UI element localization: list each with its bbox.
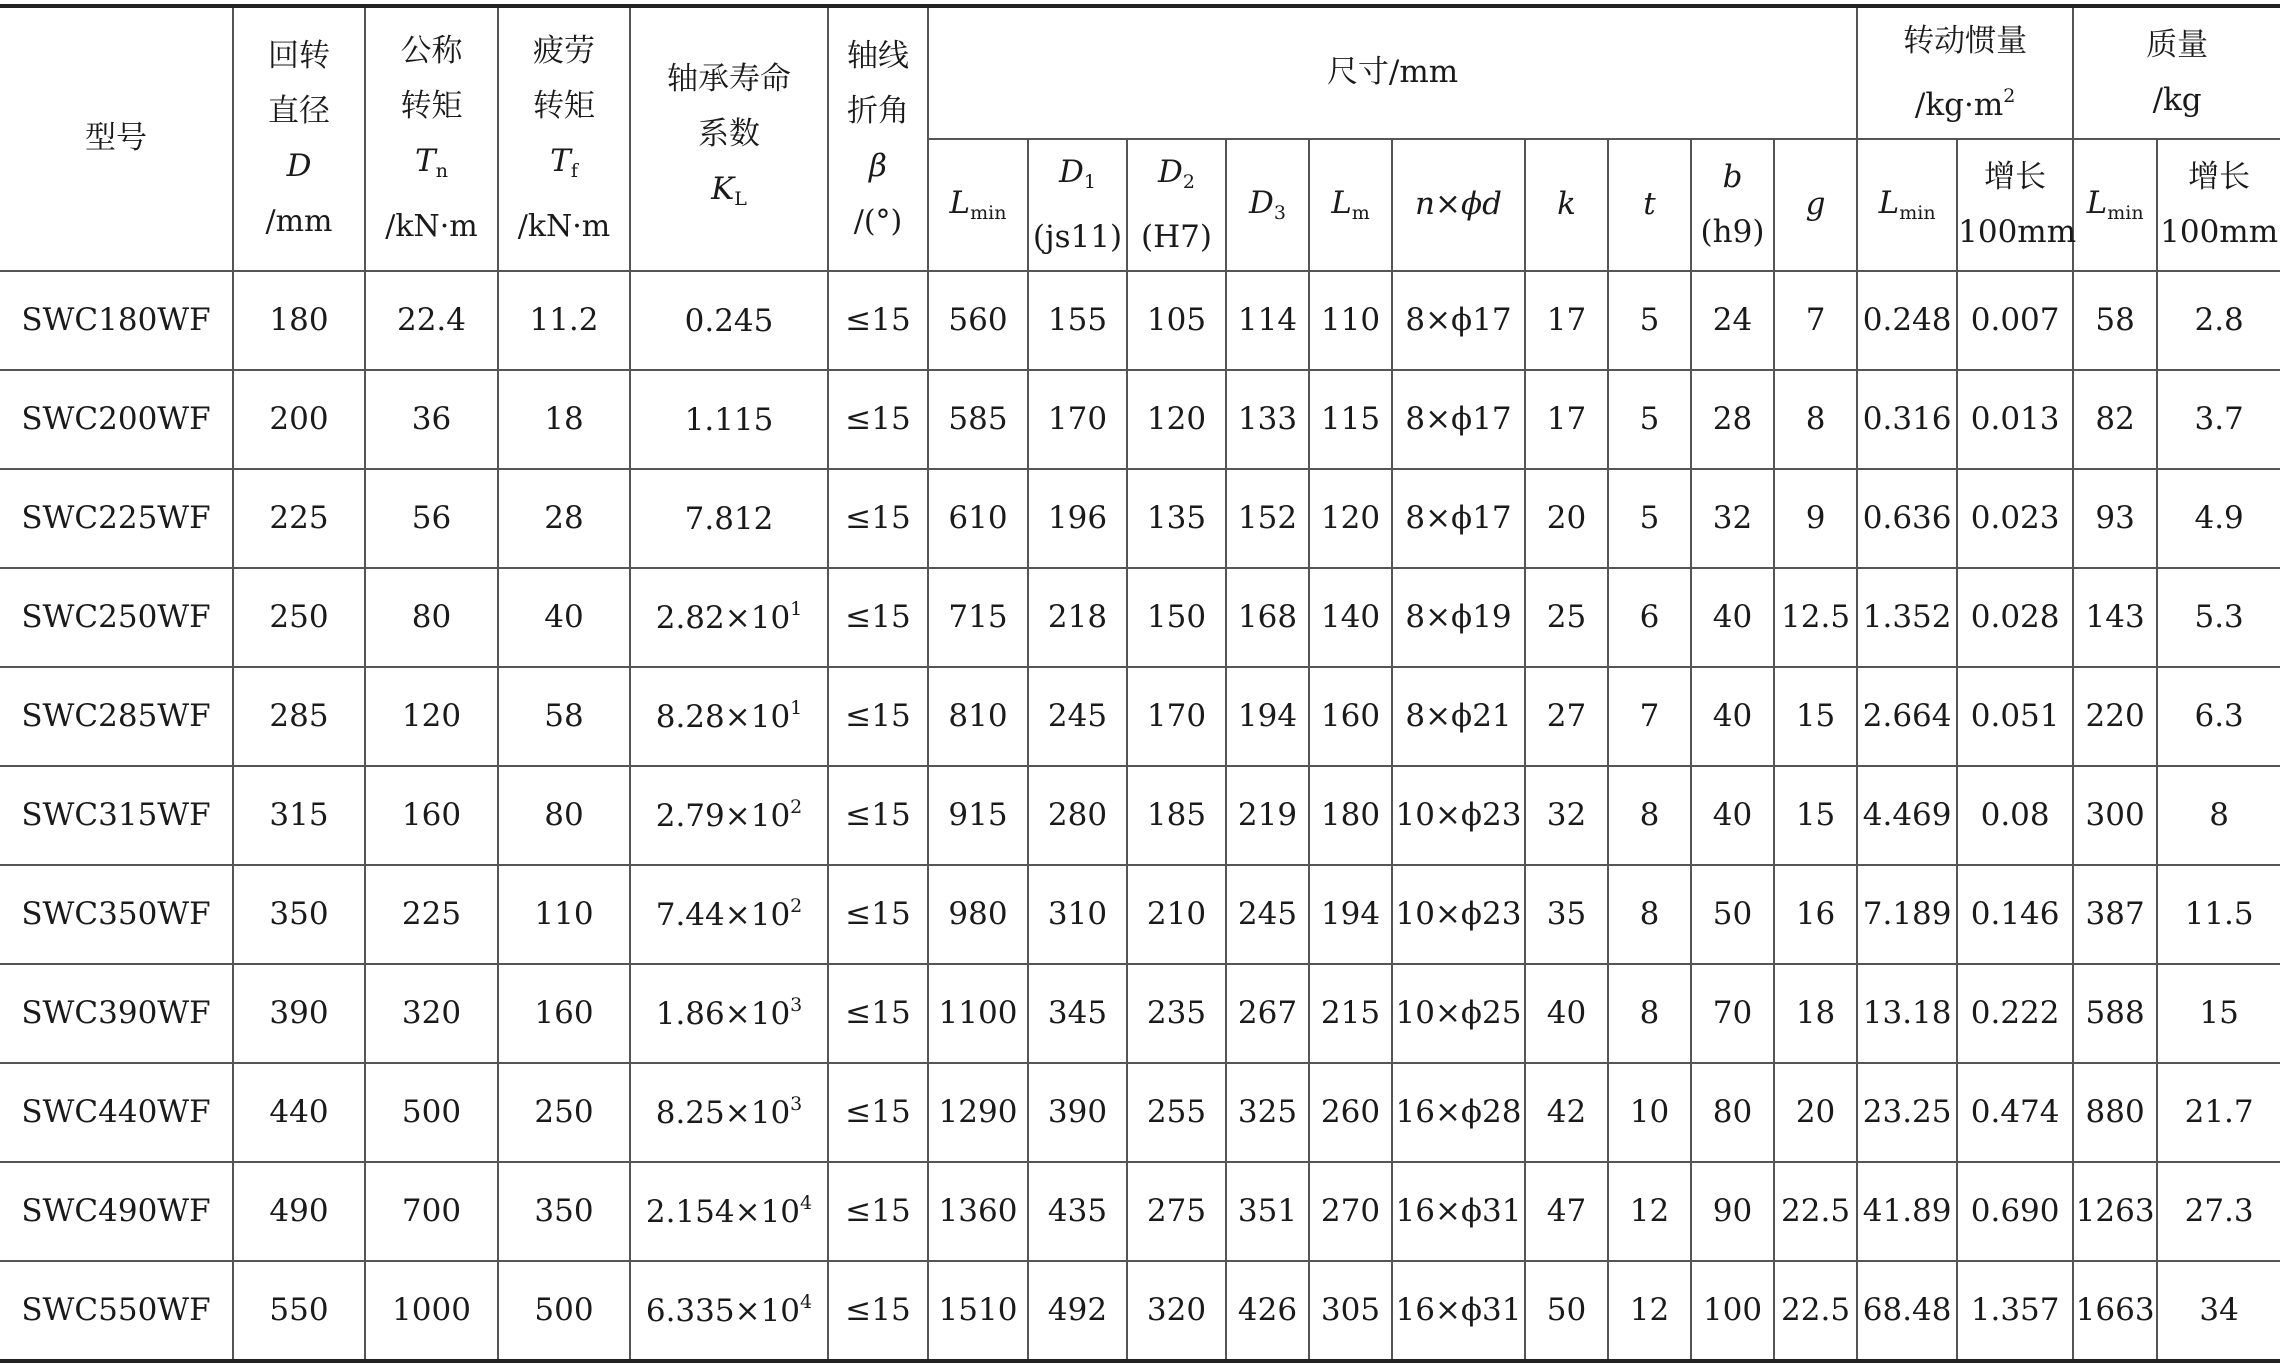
cell-tf: 350 xyxy=(498,1162,630,1261)
cell-lmin: 1290 xyxy=(928,1063,1028,1162)
cell-m-lmin: 143 xyxy=(2073,568,2157,667)
cell-d2: 120 xyxy=(1127,370,1226,469)
cell-g: 20 xyxy=(1774,1063,1857,1162)
cell-d2: 150 xyxy=(1127,568,1226,667)
cell-model: SWC490WF xyxy=(0,1162,233,1261)
cell-d1: 390 xyxy=(1028,1063,1127,1162)
cell-d3: 152 xyxy=(1226,469,1309,568)
cell-kl: $8.28\times 10^1$ xyxy=(630,667,828,766)
header-nominal-torque: 公称 转矩 $T_n$ /kN·m xyxy=(365,6,498,271)
cell-d: 350 xyxy=(233,865,365,964)
cell-tn: 1000 xyxy=(365,1261,498,1361)
header-mass-lmin: $L_{min}$ xyxy=(2073,139,2157,271)
cell-tf: 40 xyxy=(498,568,630,667)
cell-j-inc: 0.028 xyxy=(1957,568,2073,667)
cell-model: SWC285WF xyxy=(0,667,233,766)
table-row xyxy=(0,667,2280,766)
cell-g: 22.5 xyxy=(1774,1162,1857,1261)
cell-m-lmin: 588 xyxy=(2073,964,2157,1063)
cell-nd: 8×ϕ17 xyxy=(1392,469,1525,568)
cell-t: 8 xyxy=(1608,766,1691,865)
cell-j-lmin: 0.316 xyxy=(1857,370,1957,469)
cell-kl: $7.44\times 10^2$ xyxy=(630,865,828,964)
cell-m-inc: 15 xyxy=(2157,964,2280,1063)
cell-beta: ≤15 xyxy=(828,370,928,469)
cell-lm: 270 xyxy=(1309,1162,1392,1261)
cell-beta: ≤15 xyxy=(828,271,928,370)
cell-k: 40 xyxy=(1525,964,1608,1063)
cell-j-inc: 0.08 xyxy=(1957,766,2073,865)
cell-lmin: 585 xyxy=(928,370,1028,469)
cell-t: 7 xyxy=(1608,667,1691,766)
cell-d3: 245 xyxy=(1226,865,1309,964)
cell-nd: 10×ϕ23 xyxy=(1392,865,1525,964)
cell-lmin: 610 xyxy=(928,469,1028,568)
cell-j-inc: 0.474 xyxy=(1957,1063,2073,1162)
cell-b: 50 xyxy=(1691,865,1774,964)
cell-lmin: 1360 xyxy=(928,1162,1028,1261)
cell-model: SWC200WF xyxy=(0,370,233,469)
cell-j-inc: 0.690 xyxy=(1957,1162,2073,1261)
table-row xyxy=(0,766,2280,865)
cell-nd: 16×ϕ28 xyxy=(1392,1063,1525,1162)
cell-g: 22.5 xyxy=(1774,1261,1857,1361)
cell-model: SWC250WF xyxy=(0,568,233,667)
cell-model: SWC550WF xyxy=(0,1261,233,1361)
cell-j-lmin: 41.89 xyxy=(1857,1162,1957,1261)
cell-d3: 133 xyxy=(1226,370,1309,469)
cell-m-inc: 4.9 xyxy=(2157,469,2280,568)
cell-d2: 255 xyxy=(1127,1063,1226,1162)
cell-kl: $2.154\times 10^4$ xyxy=(630,1162,828,1261)
cell-d3: 168 xyxy=(1226,568,1309,667)
cell-beta: ≤15 xyxy=(828,469,928,568)
cell-j-lmin: 68.48 xyxy=(1857,1261,1957,1361)
cell-d2: 170 xyxy=(1127,667,1226,766)
cell-m-lmin: 82 xyxy=(2073,370,2157,469)
cell-lm: 215 xyxy=(1309,964,1392,1063)
cell-nd: 8×ϕ17 xyxy=(1392,271,1525,370)
cell-d: 440 xyxy=(233,1063,365,1162)
cell-tf: 18 xyxy=(498,370,630,469)
cell-tn: 320 xyxy=(365,964,498,1063)
cell-model: SWC225WF xyxy=(0,469,233,568)
cell-tf: 250 xyxy=(498,1063,630,1162)
cell-nd: 16×ϕ31 xyxy=(1392,1261,1525,1361)
cell-j-inc: 1.357 xyxy=(1957,1261,2073,1361)
cell-d3: 351 xyxy=(1226,1162,1309,1261)
cell-kl: 1.115 xyxy=(630,370,828,469)
cell-t: 6 xyxy=(1608,568,1691,667)
cell-kl: $1.86\times 10^3$ xyxy=(630,964,828,1063)
cell-kl: $6.335\times 10^4$ xyxy=(630,1261,828,1361)
cell-tf: 110 xyxy=(498,865,630,964)
cell-d: 180 xyxy=(233,271,365,370)
cell-tn: 80 xyxy=(365,568,498,667)
cell-tn: 160 xyxy=(365,766,498,865)
cell-j-lmin: 7.189 xyxy=(1857,865,1957,964)
cell-t: 10 xyxy=(1608,1063,1691,1162)
cell-k: 35 xyxy=(1525,865,1608,964)
header-dim-g: g xyxy=(1774,139,1857,271)
cell-m-lmin: 93 xyxy=(2073,469,2157,568)
cell-beta: ≤15 xyxy=(828,766,928,865)
table-row xyxy=(0,568,2280,667)
cell-kl: $8.25\times 10^3$ xyxy=(630,1063,828,1162)
header-dim-d2: $D_2$ (H7) xyxy=(1127,139,1226,271)
cell-nd: 8×ϕ21 xyxy=(1392,667,1525,766)
cell-k: 20 xyxy=(1525,469,1608,568)
cell-b: 90 xyxy=(1691,1162,1774,1261)
header-dim-d3: $D_3$ xyxy=(1226,139,1309,271)
cell-kl: $2.79\times 10^2$ xyxy=(630,766,828,865)
cell-k: 32 xyxy=(1525,766,1608,865)
cell-j-lmin: 1.352 xyxy=(1857,568,1957,667)
table-row xyxy=(0,1063,2280,1162)
cell-k: 17 xyxy=(1525,271,1608,370)
header-dimensions: 尺寸/mm xyxy=(928,6,1857,139)
cell-t: 12 xyxy=(1608,1261,1691,1361)
header-dim-lmin: $L_{min}$ xyxy=(928,139,1028,271)
cell-j-inc: 0.023 xyxy=(1957,469,2073,568)
header-dim-t: t xyxy=(1608,139,1691,271)
cell-tn: 500 xyxy=(365,1063,498,1162)
cell-m-inc: 27.3 xyxy=(2157,1162,2280,1261)
cell-j-inc: 0.007 xyxy=(1957,271,2073,370)
cell-lmin: 810 xyxy=(928,667,1028,766)
cell-beta: ≤15 xyxy=(828,568,928,667)
cell-g: 8 xyxy=(1774,370,1857,469)
header-axis-angle: 轴线 折角 β /(°) xyxy=(828,6,928,271)
header-dim-k: k xyxy=(1525,139,1608,271)
cell-g: 15 xyxy=(1774,667,1857,766)
cell-b: 80 xyxy=(1691,1063,1774,1162)
table-row xyxy=(0,1261,2280,1361)
cell-beta: ≤15 xyxy=(828,667,928,766)
cell-j-lmin: 2.664 xyxy=(1857,667,1957,766)
cell-d1: 170 xyxy=(1028,370,1127,469)
cell-lmin: 1100 xyxy=(928,964,1028,1063)
table-row xyxy=(0,964,2280,1063)
header-model: 型号 xyxy=(0,6,233,271)
cell-d1: 345 xyxy=(1028,964,1127,1063)
cell-tf: 58 xyxy=(498,667,630,766)
cell-nd: 16×ϕ31 xyxy=(1392,1162,1525,1261)
cell-tn: 22.4 xyxy=(365,271,498,370)
cell-t: 12 xyxy=(1608,1162,1691,1261)
table-body xyxy=(0,271,2280,1361)
cell-lm: 115 xyxy=(1309,370,1392,469)
cell-lmin: 1510 xyxy=(928,1261,1028,1361)
table-row xyxy=(0,469,2280,568)
cell-d3: 426 xyxy=(1226,1261,1309,1361)
cell-tf: 28 xyxy=(498,469,630,568)
cell-j-lmin: 0.636 xyxy=(1857,469,1957,568)
cell-g: 15 xyxy=(1774,766,1857,865)
cell-nd: 10×ϕ23 xyxy=(1392,766,1525,865)
cell-d3: 325 xyxy=(1226,1063,1309,1162)
cell-tf: 500 xyxy=(498,1261,630,1361)
cell-m-inc: 11.5 xyxy=(2157,865,2280,964)
cell-lmin: 560 xyxy=(928,271,1028,370)
header-dim-nd: n×ϕd xyxy=(1392,139,1525,271)
cell-t: 8 xyxy=(1608,964,1691,1063)
header-dim-d1: $D_1$ (js11) xyxy=(1028,139,1127,271)
cell-lm: 260 xyxy=(1309,1063,1392,1162)
cell-m-inc: 8 xyxy=(2157,766,2280,865)
cell-j-inc: 0.146 xyxy=(1957,865,2073,964)
table-row xyxy=(0,271,2280,370)
cell-model: SWC390WF xyxy=(0,964,233,1063)
cell-j-lmin: 4.469 xyxy=(1857,766,1957,865)
cell-g: 9 xyxy=(1774,469,1857,568)
cell-d2: 185 xyxy=(1127,766,1226,865)
cell-m-lmin: 58 xyxy=(2073,271,2157,370)
cell-b: 24 xyxy=(1691,271,1774,370)
cell-k: 25 xyxy=(1525,568,1608,667)
header-mass-growth: 增长 100mm xyxy=(2157,139,2280,271)
cell-nd: 10×ϕ25 xyxy=(1392,964,1525,1063)
cell-j-inc: 0.222 xyxy=(1957,964,2073,1063)
cell-t: 5 xyxy=(1608,271,1691,370)
header-dim-b: b (h9) xyxy=(1691,139,1774,271)
cell-nd: 8×ϕ17 xyxy=(1392,370,1525,469)
cell-d3: 194 xyxy=(1226,667,1309,766)
cell-m-inc: 6.3 xyxy=(2157,667,2280,766)
cell-k: 42 xyxy=(1525,1063,1608,1162)
cell-d: 225 xyxy=(233,469,365,568)
cell-d3: 267 xyxy=(1226,964,1309,1063)
cell-b: 28 xyxy=(1691,370,1774,469)
cell-k: 50 xyxy=(1525,1261,1608,1361)
cell-m-lmin: 1263 xyxy=(2073,1162,2157,1261)
cell-lm: 305 xyxy=(1309,1261,1392,1361)
header-diameter: 回转 直径 D /mm xyxy=(233,6,365,271)
cell-b: 40 xyxy=(1691,766,1774,865)
header-bearing-life: 轴承寿命 系数 $K_L$ xyxy=(630,6,828,271)
cell-m-inc: 34 xyxy=(2157,1261,2280,1361)
cell-m-lmin: 220 xyxy=(2073,667,2157,766)
cell-model: SWC180WF xyxy=(0,271,233,370)
cell-d2: 105 xyxy=(1127,271,1226,370)
cell-kl: 0.245 xyxy=(630,271,828,370)
cell-d: 250 xyxy=(233,568,365,667)
cell-k: 27 xyxy=(1525,667,1608,766)
cell-tf: 160 xyxy=(498,964,630,1063)
cell-g: 18 xyxy=(1774,964,1857,1063)
cell-lm: 180 xyxy=(1309,766,1392,865)
cell-tf: 80 xyxy=(498,766,630,865)
cell-lmin: 715 xyxy=(928,568,1028,667)
cell-d: 200 xyxy=(233,370,365,469)
cell-tn: 120 xyxy=(365,667,498,766)
cell-b: 32 xyxy=(1691,469,1774,568)
cell-beta: ≤15 xyxy=(828,1261,928,1361)
cell-lm: 120 xyxy=(1309,469,1392,568)
cell-m-lmin: 880 xyxy=(2073,1063,2157,1162)
header-mass: 质量 /kg xyxy=(2073,6,2280,139)
cell-d: 285 xyxy=(233,667,365,766)
cell-m-lmin: 387 xyxy=(2073,865,2157,964)
header-fatigue-torque: 疲劳 转矩 $T_f$ /kN·m xyxy=(498,6,630,271)
cell-m-lmin: 300 xyxy=(2073,766,2157,865)
cell-lm: 160 xyxy=(1309,667,1392,766)
cell-b: 40 xyxy=(1691,568,1774,667)
table-row xyxy=(0,865,2280,964)
header-inertia-growth: 增长 100mm xyxy=(1957,139,2073,271)
cell-d2: 275 xyxy=(1127,1162,1226,1261)
header-inertia-lmin: $L_{min}$ xyxy=(1857,139,1957,271)
cell-d: 550 xyxy=(233,1261,365,1361)
cell-g: 12.5 xyxy=(1774,568,1857,667)
cell-j-inc: 0.013 xyxy=(1957,370,2073,469)
cell-m-inc: 3.7 xyxy=(2157,370,2280,469)
cell-t: 5 xyxy=(1608,469,1691,568)
cell-d1: 310 xyxy=(1028,865,1127,964)
cell-d3: 219 xyxy=(1226,766,1309,865)
cell-d1: 218 xyxy=(1028,568,1127,667)
cell-d: 315 xyxy=(233,766,365,865)
cell-m-lmin: 1663 xyxy=(2073,1261,2157,1361)
cell-d1: 435 xyxy=(1028,1162,1127,1261)
cell-m-inc: 5.3 xyxy=(2157,568,2280,667)
cell-d: 490 xyxy=(233,1162,365,1261)
cell-tn: 36 xyxy=(365,370,498,469)
cell-m-inc: 2.8 xyxy=(2157,271,2280,370)
cell-nd: 8×ϕ19 xyxy=(1392,568,1525,667)
cell-model: SWC440WF xyxy=(0,1063,233,1162)
cell-lm: 110 xyxy=(1309,271,1392,370)
cell-model: SWC350WF xyxy=(0,865,233,964)
cell-beta: ≤15 xyxy=(828,964,928,1063)
cell-beta: ≤15 xyxy=(828,1162,928,1261)
header-dim-lm: $L_m$ xyxy=(1309,139,1392,271)
cell-d1: 245 xyxy=(1028,667,1127,766)
cell-t: 5 xyxy=(1608,370,1691,469)
table-header xyxy=(0,6,2280,271)
cell-d1: 196 xyxy=(1028,469,1127,568)
coupling-spec-table xyxy=(0,4,2280,1363)
cell-d: 390 xyxy=(233,964,365,1063)
table-row xyxy=(0,1162,2280,1261)
cell-t: 8 xyxy=(1608,865,1691,964)
cell-lm: 194 xyxy=(1309,865,1392,964)
cell-b: 40 xyxy=(1691,667,1774,766)
cell-beta: ≤15 xyxy=(828,865,928,964)
cell-j-lmin: 0.248 xyxy=(1857,271,1957,370)
header-inertia: 转动惯量 $/kg\cdot m^2$ xyxy=(1857,6,2073,139)
cell-k: 17 xyxy=(1525,370,1608,469)
cell-tn: 56 xyxy=(365,469,498,568)
cell-model: SWC315WF xyxy=(0,766,233,865)
cell-d1: 155 xyxy=(1028,271,1127,370)
cell-d1: 492 xyxy=(1028,1261,1127,1361)
cell-g: 7 xyxy=(1774,271,1857,370)
cell-d2: 320 xyxy=(1127,1261,1226,1361)
cell-j-inc: 0.051 xyxy=(1957,667,2073,766)
cell-beta: ≤15 xyxy=(828,1063,928,1162)
cell-j-lmin: 23.25 xyxy=(1857,1063,1957,1162)
cell-kl: 7.812 xyxy=(630,469,828,568)
cell-kl: $2.82\times 10^1$ xyxy=(630,568,828,667)
cell-lmin: 915 xyxy=(928,766,1028,865)
cell-b: 70 xyxy=(1691,964,1774,1063)
cell-lm: 140 xyxy=(1309,568,1392,667)
cell-tn: 700 xyxy=(365,1162,498,1261)
cell-d3: 114 xyxy=(1226,271,1309,370)
cell-b: 100 xyxy=(1691,1261,1774,1361)
cell-lmin: 980 xyxy=(928,865,1028,964)
cell-g: 16 xyxy=(1774,865,1857,964)
cell-d1: 280 xyxy=(1028,766,1127,865)
table-row xyxy=(0,370,2280,469)
cell-tf: 11.2 xyxy=(498,271,630,370)
cell-d2: 235 xyxy=(1127,964,1226,1063)
cell-k: 47 xyxy=(1525,1162,1608,1261)
cell-d2: 210 xyxy=(1127,865,1226,964)
cell-j-lmin: 13.18 xyxy=(1857,964,1957,1063)
cell-m-inc: 21.7 xyxy=(2157,1063,2280,1162)
cell-d2: 135 xyxy=(1127,469,1226,568)
cell-tn: 225 xyxy=(365,865,498,964)
